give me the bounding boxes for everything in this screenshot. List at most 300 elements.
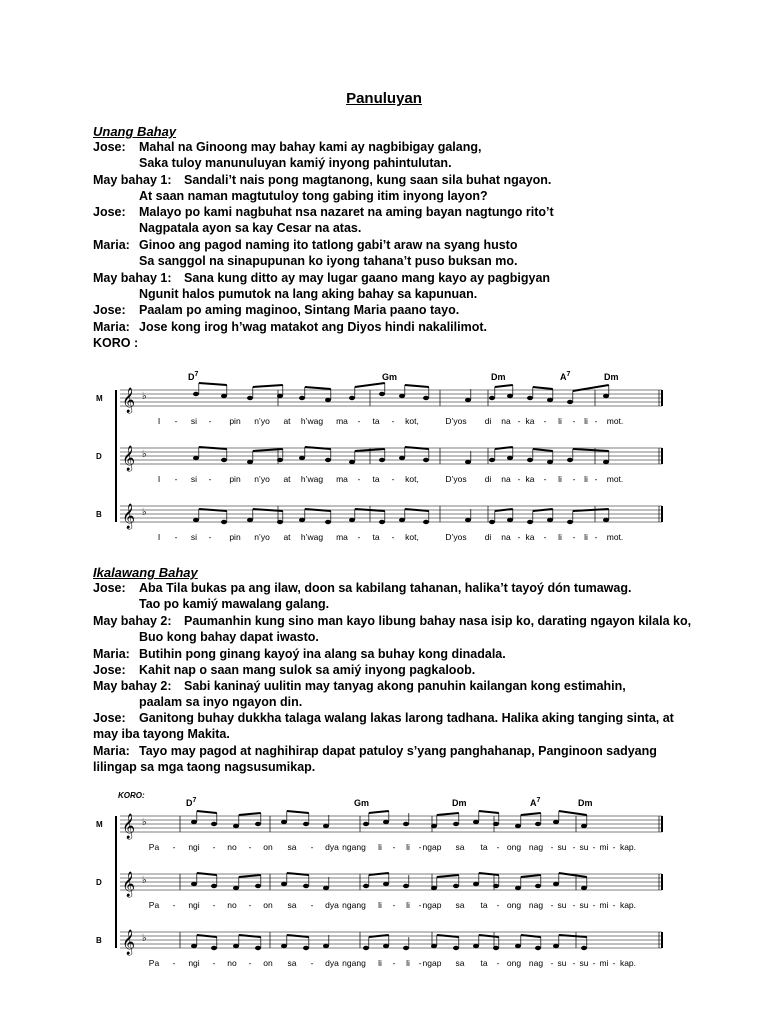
note-head <box>247 518 253 522</box>
lyric-syllable: I <box>157 416 161 426</box>
speaker: May bahay 1: <box>93 173 172 187</box>
note-beam <box>355 509 385 511</box>
note-beam <box>533 449 553 451</box>
speaker: Jose: <box>93 205 126 219</box>
dialogue-wrap-line: may iba tayong Makita. <box>93 727 230 741</box>
note-head <box>255 822 261 826</box>
lyric-syllable: - <box>594 474 598 484</box>
note-head <box>323 944 329 948</box>
lyric-syllable: h’wag <box>300 532 324 542</box>
dialogue-line <box>93 679 626 693</box>
chord-superscript: 7 <box>566 371 571 378</box>
section-heading-ikalawang-bahay: Ikalawang Bahay <box>93 565 198 580</box>
lyric-syllable: sa <box>287 842 297 852</box>
chord-superscript: 7 <box>192 797 197 804</box>
voice-label: B <box>96 510 102 519</box>
note-head <box>349 518 355 522</box>
note-beam <box>239 813 261 815</box>
note-head <box>323 886 329 890</box>
lyric-syllable: sa <box>455 958 465 968</box>
note-head <box>423 396 429 400</box>
note-beam <box>197 811 217 813</box>
dialogue-text: Sana kung ditto ay may lugar gaano mang kayo ay pagbigyan <box>184 271 551 285</box>
note-head <box>349 460 355 464</box>
note-beam <box>533 509 553 511</box>
note-head <box>581 946 587 950</box>
note-beam <box>239 875 261 877</box>
lyric-syllable: di <box>484 532 492 542</box>
lyric-syllable: li <box>584 474 588 484</box>
note-head <box>255 884 261 888</box>
speaker: Maria: <box>93 744 130 758</box>
note-head <box>281 820 287 824</box>
speaker: May bahay 1: <box>93 271 172 285</box>
note-head <box>403 884 409 888</box>
lyric-syllable: ka <box>525 416 535 426</box>
chord-symbol: $A^7$ <box>560 371 571 382</box>
dialogue-continuation: paalam sa inyo ngayon din. <box>139 695 303 709</box>
chord-symbol: Dm <box>491 372 506 382</box>
note-head <box>193 518 199 522</box>
lyric-syllable: - <box>592 958 596 968</box>
voice-label: D <box>96 878 102 887</box>
note-head <box>303 822 309 826</box>
lyric-syllable: h’wag <box>300 474 324 484</box>
note-head <box>493 946 499 950</box>
note-beam <box>239 935 261 937</box>
note-beam <box>521 875 541 877</box>
lyric-syllable: nag <box>528 958 544 968</box>
note-head <box>473 944 479 948</box>
dialogue-line <box>93 173 551 187</box>
note-head <box>567 400 573 404</box>
note-beam <box>559 811 587 815</box>
section-heading-unang-bahay: Unang Bahay <box>93 124 177 139</box>
note-head <box>547 460 553 464</box>
voice-label: B <box>96 936 102 945</box>
note-beam <box>305 387 331 389</box>
note-head <box>247 396 253 400</box>
lyric-syllable: - <box>543 474 547 484</box>
note-head <box>383 944 389 948</box>
lyric-syllable: at <box>283 532 291 542</box>
note-beam <box>369 873 389 875</box>
lyric-syllable: li <box>584 532 588 542</box>
dialogue-line <box>93 303 459 317</box>
lyric-syllable: - <box>543 532 547 542</box>
note-head <box>431 886 437 890</box>
lyric-syllable: pin <box>229 474 241 484</box>
dialogue-text: Jose kong irog h’wag matakot ang Diyos hindi nakalilimot. <box>139 320 487 334</box>
lyric-syllable: - <box>357 416 361 426</box>
lyric-syllable: si <box>190 416 198 426</box>
dialogue-line <box>93 663 475 677</box>
note-head <box>221 458 227 462</box>
lyric-syllable: - <box>391 474 395 484</box>
note-head <box>383 882 389 886</box>
lyric-syllable: ta <box>372 532 380 542</box>
lyric-syllable: n’yo <box>254 474 270 484</box>
note-head <box>363 884 369 888</box>
chord-symbol: Dm <box>452 798 467 808</box>
key-flat-icon: ♭ <box>142 507 147 518</box>
lyric-syllable: - <box>612 842 616 852</box>
lyric-syllable: - <box>208 474 212 484</box>
chord-symbol: Gm <box>382 372 398 382</box>
lyric-syllable: - <box>208 532 212 542</box>
lyric-syllable: - <box>212 900 216 910</box>
note-head <box>465 518 471 522</box>
lyric-syllable: - <box>392 958 396 968</box>
note-head <box>423 520 429 524</box>
lyric-syllable: - <box>310 900 314 910</box>
lyric-syllable: li <box>584 416 588 426</box>
lyric-syllable: li <box>558 474 562 484</box>
note-beam <box>197 873 217 875</box>
dialogue-wrap-line: lilingap sa mga taong nagsusumikap. <box>93 760 316 774</box>
note-head <box>453 884 459 888</box>
note-beam <box>287 873 309 875</box>
lyric-syllable: - <box>572 958 576 968</box>
dialogue-line <box>93 744 657 758</box>
dialogue-line <box>93 271 550 285</box>
note-head <box>473 820 479 824</box>
lyric-syllable: no <box>227 842 237 852</box>
lyric-syllable: - <box>572 416 576 426</box>
lyric-syllable: sa <box>287 958 297 968</box>
lyric-syllable: - <box>248 842 252 852</box>
note-head <box>431 944 437 948</box>
lyric-syllable: na <box>501 416 511 426</box>
note-head <box>399 394 405 398</box>
note-head <box>489 458 495 462</box>
note-beam <box>437 935 459 937</box>
note-head <box>603 460 609 464</box>
note-beam <box>521 813 541 815</box>
note-head <box>453 946 459 950</box>
treble-clef-icon: 𝄞 <box>122 813 136 838</box>
lyric-syllable: I <box>157 532 161 542</box>
lyric-syllable: - <box>592 900 596 910</box>
note-beam <box>479 873 499 875</box>
dialogue-continuation: Tao po kamiý mawalang galang. <box>139 597 330 611</box>
note-head <box>233 824 239 828</box>
dialogue-text: Butihin pong ginang kayoý ina alang sa buhay kong dinadala. <box>139 647 506 661</box>
note-head <box>535 822 541 826</box>
speaker: Jose: <box>93 663 126 677</box>
note-beam <box>199 383 227 385</box>
lyric-syllable: li <box>378 958 382 968</box>
note-beam <box>287 811 309 813</box>
dialogue-text: Ganitong buhay dukkha talaga walang lakas larong tadhana. Halika aking tanging sinta, at <box>139 711 674 725</box>
note-head <box>211 884 217 888</box>
note-head <box>581 886 587 890</box>
lyric-syllable: nag <box>528 900 544 910</box>
lyric-syllable: dya <box>325 900 339 910</box>
note-head <box>603 518 609 522</box>
note-head <box>423 458 429 462</box>
lyric-syllable: li <box>558 532 562 542</box>
note-head <box>547 398 553 402</box>
lyric-syllable: ma <box>336 532 348 542</box>
dialogue-continuation: Nagpatala ayon sa kay Cesar na atas. <box>139 221 362 235</box>
lyric-syllable: na <box>501 474 511 484</box>
chord-superscript: 7 <box>194 371 199 378</box>
lyric-syllable: - <box>248 958 252 968</box>
lyric-syllable: D’yos <box>445 532 467 542</box>
note-beam <box>305 447 331 449</box>
treble-clef-icon: 𝄞 <box>122 503 136 528</box>
lyric-syllable: Pa <box>148 900 160 910</box>
note-head <box>363 946 369 950</box>
lyric-syllable: - <box>496 900 500 910</box>
lyric-syllable: ong <box>506 900 522 910</box>
lyric-syllable: D’yos <box>445 416 467 426</box>
note-head <box>299 518 305 522</box>
voice-label: D <box>96 452 102 461</box>
lyric-syllable: n’yo <box>254 532 270 542</box>
note-head <box>507 518 513 522</box>
lyric-syllable: ngang <box>342 958 366 968</box>
lyric-syllable: ta <box>372 416 380 426</box>
note-head <box>473 882 479 886</box>
lyric-syllable: - <box>496 842 500 852</box>
speaker: Jose: <box>93 303 126 317</box>
treble-clef-icon: 𝄞 <box>122 387 136 412</box>
lyric-syllable: mot. <box>606 474 624 484</box>
lyric-syllable: mi <box>599 900 609 910</box>
lyric-syllable: - <box>391 416 395 426</box>
lyric-syllable: ong <box>506 958 522 968</box>
note-head <box>553 882 559 886</box>
note-head <box>399 456 405 460</box>
lyric-syllable: - <box>550 900 554 910</box>
lyric-syllable: ngi <box>188 900 200 910</box>
lyric-syllable: ta <box>480 958 488 968</box>
lyric-syllable: li <box>558 416 562 426</box>
lyric-syllable: su <box>579 900 589 910</box>
dialogue-text: Ginoo ang pagod naming ito tatlong gabi’t araw na syang husto <box>139 238 518 252</box>
note-head <box>277 458 283 462</box>
lyric-syllable: - <box>572 900 576 910</box>
note-beam <box>479 811 499 813</box>
treble-clef-icon: 𝄞 <box>122 871 136 896</box>
lyric-syllable: - <box>310 958 314 968</box>
dialogue-line <box>93 614 691 628</box>
note-head <box>431 824 437 828</box>
chord-symbol: $D^7$ <box>186 797 197 808</box>
lyric-syllable: su <box>557 900 567 910</box>
lyric-syllable: dya <box>325 958 339 968</box>
note-head <box>325 520 331 524</box>
dialogue-line <box>93 205 554 219</box>
note-beam <box>495 385 513 387</box>
lyric-syllable: mot. <box>606 532 624 542</box>
lyric-syllable: li <box>406 842 410 852</box>
lyric-syllable: Pa <box>148 842 160 852</box>
dialogue-line <box>93 647 506 661</box>
lyric-syllable: ngang <box>342 842 366 852</box>
lyric-syllable: D’yos <box>445 474 467 484</box>
note-head <box>363 822 369 826</box>
note-head <box>303 884 309 888</box>
dialogue-text: Paalam po aming maginoo, Sintang Maria paano tayo. <box>139 303 460 317</box>
dialogue-continuation: Sa sanggol na sinapupunan ko iyong tahana’t puso buksan mo. <box>139 254 518 268</box>
speaker: Maria: <box>93 320 130 334</box>
lyric-syllable: - <box>550 958 554 968</box>
note-head <box>453 822 459 826</box>
note-head <box>515 944 521 948</box>
lyric-syllable: di <box>484 416 492 426</box>
lyric-syllable: mi <box>599 958 609 968</box>
key-flat-icon: ♭ <box>142 933 147 944</box>
note-beam <box>405 385 429 387</box>
dialogue-text: Sabi kaninaý uulitin may tanyag akong panuhin kailangan kong estimahin, <box>184 679 626 693</box>
lyric-syllable: - <box>572 842 576 852</box>
note-head <box>325 398 331 402</box>
note-beam <box>437 875 459 877</box>
lyric-syllable: n’yo <box>254 416 270 426</box>
note-head <box>191 882 197 886</box>
dialogue-line <box>93 320 487 334</box>
note-head <box>233 886 239 890</box>
lyric-syllable: - <box>174 474 178 484</box>
lyric-syllable: on <box>263 958 273 968</box>
lyric-syllable: sa <box>455 842 465 852</box>
note-head <box>553 820 559 824</box>
note-beam <box>573 449 609 451</box>
note-head <box>221 394 227 398</box>
lyric-syllable: - <box>212 842 216 852</box>
lyric-syllable: ngi <box>188 842 200 852</box>
chord-superscript: 7 <box>536 797 541 804</box>
lyric-syllable: - <box>174 532 178 542</box>
lyric-syllable: - <box>517 416 521 426</box>
note-head <box>323 824 329 828</box>
treble-clef-icon: 𝄞 <box>122 445 136 470</box>
note-beam <box>355 383 385 387</box>
dialogue-continuation: Buo kong bahay dapat iwasto. <box>139 630 319 644</box>
note-head <box>191 944 197 948</box>
note-beam <box>521 935 541 937</box>
note-head <box>489 520 495 524</box>
dialogue-continuation: Saka tuloy manunuluyan kamiý inyong pahintulutan. <box>139 156 452 170</box>
lyric-syllable: at <box>283 416 291 426</box>
key-flat-icon: ♭ <box>142 449 147 460</box>
lyric-syllable: - <box>392 900 396 910</box>
lyric-syllable: - <box>357 532 361 542</box>
lyric-syllable: li <box>406 958 410 968</box>
lyric-syllable: di <box>484 474 492 484</box>
note-head <box>277 394 283 398</box>
note-head <box>379 392 385 396</box>
speaker: Maria: <box>93 238 130 252</box>
note-head <box>299 456 305 460</box>
lyric-syllable: - <box>543 416 547 426</box>
note-head <box>281 944 287 948</box>
lyric-syllable: I <box>157 474 161 484</box>
lyric-syllable: kap. <box>619 958 637 968</box>
lyric-syllable: - <box>310 842 314 852</box>
note-head <box>535 946 541 950</box>
dialogue-line <box>93 140 481 154</box>
note-head <box>527 396 533 400</box>
lyric-syllable: kap. <box>619 842 637 852</box>
lyric-syllable: - <box>208 416 212 426</box>
note-beam <box>287 935 309 937</box>
lyric-syllable: - <box>594 416 598 426</box>
note-head <box>535 884 541 888</box>
lyric-syllable: sa <box>455 900 465 910</box>
note-head <box>567 520 573 524</box>
lyric-syllable: - <box>550 842 554 852</box>
lyric-syllable: - <box>391 532 395 542</box>
voice-label: M <box>96 820 103 829</box>
note-head <box>211 946 217 950</box>
lyric-syllable: dya <box>325 842 339 852</box>
note-head <box>553 944 559 948</box>
note-head <box>255 946 261 950</box>
note-beam <box>559 873 587 877</box>
note-head <box>281 882 287 886</box>
lyric-syllable: ka <box>525 474 535 484</box>
note-head <box>507 456 513 460</box>
lyric-syllable: - <box>517 532 521 542</box>
lyric-syllable: pin <box>229 532 241 542</box>
lyric-syllable: - <box>357 474 361 484</box>
koro-label: KORO : <box>93 336 139 350</box>
dialogue-continuation: At saan naman magtutuloy tong gabing itim inyong layon? <box>139 189 488 203</box>
lyric-syllable: - <box>174 416 178 426</box>
lyric-syllable: ma <box>336 416 348 426</box>
chord-symbol: $A^7$ <box>530 797 541 808</box>
note-beam <box>495 509 513 511</box>
dialogue-text: Sandali’t nais pong magtanong, kung saan sila buhat ngayon. <box>184 173 552 187</box>
note-beam <box>197 935 217 937</box>
lyric-syllable: si <box>190 474 198 484</box>
lyric-syllable: - <box>418 842 422 852</box>
lyric-syllable: Pa <box>148 958 160 968</box>
lyric-syllable: ta <box>480 900 488 910</box>
lyric-syllable: su <box>557 958 567 968</box>
lyric-syllable: mot. <box>606 416 624 426</box>
lyric-syllable: mi <box>599 842 609 852</box>
key-flat-icon: ♭ <box>142 391 147 402</box>
note-head <box>527 520 533 524</box>
lyric-syllable: ma <box>336 474 348 484</box>
note-head <box>383 820 389 824</box>
note-head <box>507 394 513 398</box>
treble-clef-icon: 𝄞 <box>122 929 136 954</box>
note-head <box>465 460 471 464</box>
lyric-syllable: ong <box>506 842 522 852</box>
note-head <box>527 458 533 462</box>
lyric-syllable: - <box>572 474 576 484</box>
note-head <box>515 886 521 890</box>
lyric-syllable: on <box>263 900 273 910</box>
note-beam <box>199 447 227 449</box>
lyric-syllable: - <box>172 842 176 852</box>
note-beam <box>369 811 389 813</box>
lyric-syllable: kap. <box>619 900 637 910</box>
voice-label: M <box>96 394 103 403</box>
lyric-syllable: on <box>263 842 273 852</box>
note-beam <box>199 509 227 511</box>
lyric-syllable: su <box>579 958 589 968</box>
note-head <box>493 884 499 888</box>
note-head <box>399 518 405 522</box>
note-beam <box>437 813 459 815</box>
